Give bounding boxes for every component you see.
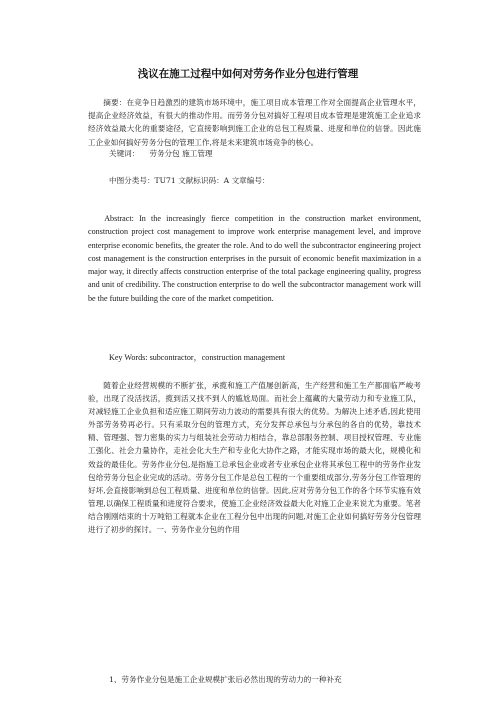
english-abstract: Abstract: In the increasingly fierce competition in the construction market environment, construction project cost management to improve work enterprise management level, and improve enterprise economic benefits, the greater the role. And to do well the subcontractor engineering project cost management is the construction enterprises in the pursuit of economic benefit maximization in a major way, it directly affects construction enterprise of the total package engineering quality, progress and unit of credibility. The construction enterprise to do well the subcontractor management work will be the future building the core of the market competition. xyxy=(88,214,421,303)
keywords-line xyxy=(109,148,213,160)
keywords-label: 关键词： xyxy=(109,149,140,158)
paper-title: 浅议在施工过程中如何对劳务作业分包进行管理 xyxy=(137,68,359,80)
section-subheading: 1、劳务作业分包是施工企业规模扩张后必然出现的劳动力的一种补充 xyxy=(109,675,342,684)
keywords-value: 劳务分包 施工管理 xyxy=(149,149,213,158)
chinese-abstract: 摘要：在竞争日趋激烈的建筑市场环境中，施工项目成本管理工作对全面提高企业管理水平，提高企业经济效益，有很大的推动作用。而劳务分包对搞好工程项目成本管理是建筑施工企业追求经济效益最大化的重要途径，它直接影响到施工企业的总包工程质量、进度和单位的信誉。因此施工企业如何搞好劳务分包的管理工作,将是未来建筑市场竞争的核心。 xyxy=(88,98,421,147)
english-keywords: Key Words: subcontractor，construction management xyxy=(109,353,286,362)
classification-line: 中图分类号：TU71 文献标识码：A 文章编号： xyxy=(109,176,270,185)
body-paragraph: 随着企业经营规模的不断扩张，承揽和施工产值屡创新高，生产经营和施工生产都面临严峻考验，出现了没活找活，揽到活又找不到人的尴尬局面。而社会上蕴藏的大量劳动力和专业施工队，对减轻施工企业负担和适应施工期间劳动力波动的需要具有很大的优势。为解决上述矛盾,因此使用外部劳务势再必行。只有采取分包的管理方式，充分发挥总承包与分承包的各自的优势，靠技术精、管理强、智力密集的实力与组装社会劳动力相结合，靠总部服务控制、项目授权管理、专业施工强化、社会力量协作，走社会化大生产和专业化大协作之路，才能实现市场的最大化，规模化和效益的最佳化。劳务作业分包,是指施工总承包企业或者专业承包企业将其承包工程中的劳务作业发包给劳务分包企业完成的活动。劳务分包工作是总包工程的一个重要组成部分,劳务分包工作管理的好坏,会直接影响到总包工程质量、进度和单位的信誉。因此,应对劳务分包工作的各个环节实施有效管理,以确保工程质量和进度符合要求，使施工企业经济效益最大化对施工企业来说尤为重要。笔者结合刚刚结束的十万吨铅工程就本企业在工程分包中出现的问题,对施工企业如何搞好劳务分包管理进行了初步的探讨。一、劳务作业分包的作用 xyxy=(88,381,421,535)
